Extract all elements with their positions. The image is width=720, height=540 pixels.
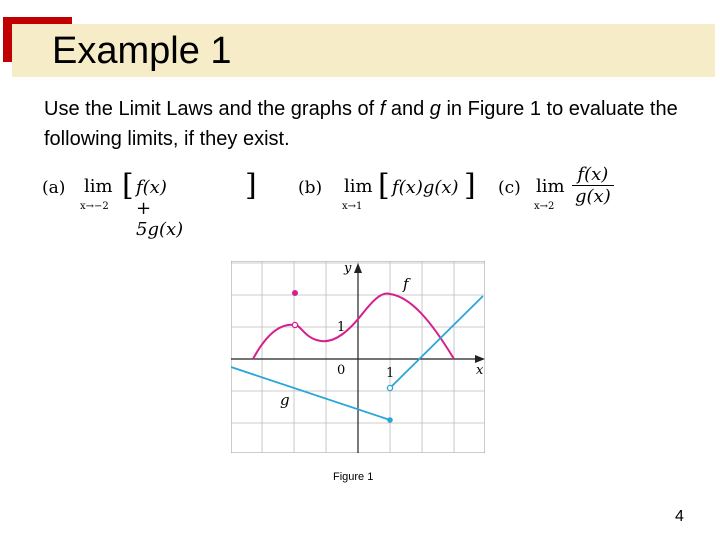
page-number: 4 — [675, 508, 684, 525]
g-open-point — [387, 385, 392, 390]
problem-statement — [44, 94, 694, 154]
limit-c-numerator: f(x) — [577, 164, 609, 185]
limit-a-lim: lim — [84, 176, 113, 197]
statement-g: g — [429, 98, 441, 120]
statement-f: f — [379, 98, 386, 120]
x-tick-label-1: 1 — [386, 366, 395, 381]
limit-b-sub: x→1 — [342, 201, 363, 212]
limit-c-sub: x→2 — [534, 201, 555, 212]
limit-b-expr: f(x)g(x) — [392, 177, 459, 198]
limit-a-sub: x→−2 — [80, 201, 109, 212]
limit-b-label: (b) — [298, 178, 323, 198]
slide-title: Example 1 — [52, 30, 232, 72]
y-axis-label: y — [344, 261, 352, 276]
figure-caption: Figure 1 — [333, 471, 374, 483]
limit-a-expr: f(x) + 5g(x) — [136, 177, 184, 240]
f-open-point — [292, 322, 297, 327]
x-axis-label: x — [476, 363, 484, 378]
limit-c-label: (c) — [498, 178, 521, 198]
limit-c-denominator: g(x) — [572, 185, 614, 207]
limit-c-lim: lim — [536, 176, 565, 197]
f-label: f — [403, 275, 409, 293]
g-label: g — [280, 391, 290, 409]
limit-a-close-bracket: ] — [245, 168, 257, 203]
limit-a-label: (a) — [42, 178, 66, 198]
limit-expressions — [40, 164, 640, 240]
limit-c-fraction — [572, 164, 614, 207]
figure-1-graph — [231, 261, 485, 453]
statement-part-3: in Figure 1 to evaluate the following limits, if they exist. — [44, 98, 678, 150]
limit-b-open-bracket: [ — [378, 168, 390, 203]
f-filled-point — [292, 290, 298, 296]
y-tick-label-1: 1 — [337, 320, 346, 335]
limit-b-lim: lim — [344, 176, 373, 197]
limit-a-open-bracket: [ — [122, 168, 134, 203]
statement-part-1: Use the Limit Laws and the graphs of — [44, 98, 380, 120]
statement-part-2: and — [385, 98, 430, 120]
limit-b-close-bracket: ] — [464, 168, 476, 203]
origin-label: 0 — [337, 363, 346, 378]
g-filled-point — [387, 417, 393, 423]
